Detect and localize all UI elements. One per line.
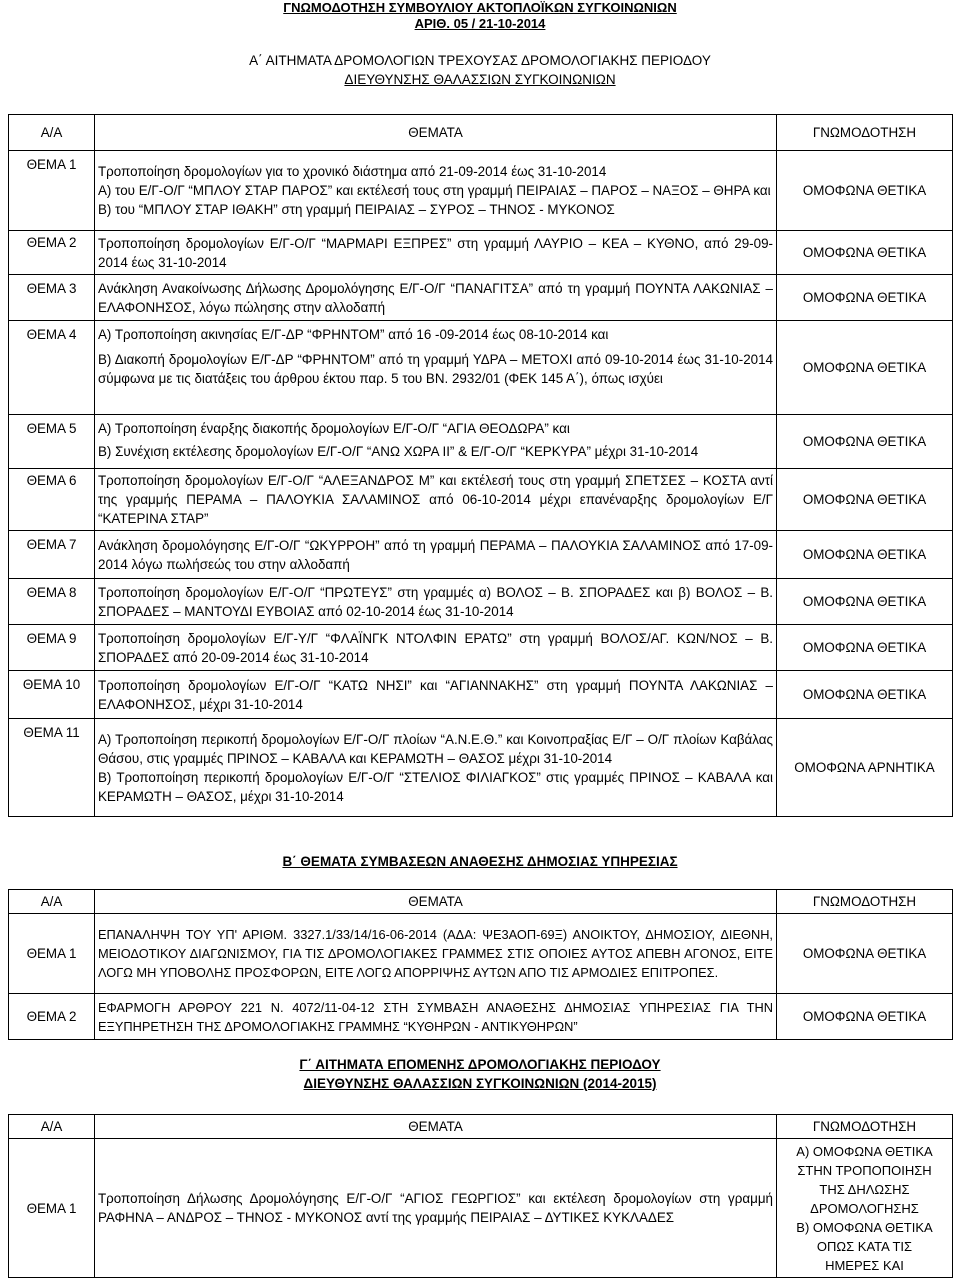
column-header-aa: Α/Α bbox=[9, 115, 95, 151]
item-number: ΘΕΜΑ 2 bbox=[9, 231, 95, 275]
item-number: ΘΕΜΑ 1 bbox=[9, 1139, 95, 1278]
item-opinion: Α) ΟΜΟΦΩΝΑ ΘΕΤΙΚΑ ΣΤΗΝ ΤΡΟΠΟΠΟΙΗΣΗ ΤΗΣ ΔΗΛΩΣΗΣ ΔΡΟΜΟΛΟΓΗΣΗΣ Β) ΟΜΟΦΩΝΑ ΘΕΤΙΚΑ ΟΠΩΣ ΚΑΤΑ ΤΙΣ ΗΜΕΡΕΣ ΚΑΙ bbox=[777, 1139, 953, 1278]
item-subject: Τροποποίηση δρομολογίων για το χρονικό διάστημα από 21-09-2014 έως 31-10-2014 Α) του Ε/Γ-Ο/Γ “ΜΠΛΟΥ ΣΤΑΡ ΠΑΡΟΣ” και εκτέλεσή τους στη γραμμή ΠΕΙΡΑΙΑΣ – ΠΑΡΟΣ – ΝΑΞΟΣ – ΘΗΡΑ και Β) του “ΜΠΛΟΥ ΣΤΑΡ ΙΘΑΚΗ” στη γραμμή ΠΕΙΡΑΙΑΣ – ΣΥΡΟΣ – ΤΗΝΟΣ - ΜΥΚΟΝΟΣ bbox=[95, 151, 777, 231]
section-a-table bbox=[8, 114, 953, 817]
item-opinion: ΟΜΟΦΩΝΑ ΘΕΤΙΚΑ bbox=[777, 579, 953, 625]
item-subject: Ανάκληση Ανακοίνωσης Δήλωσης Δρομολόγησης Ε/Γ-Ο/Γ “ΠΑΝΑΓΙΤΣΑ” από τη γραμμή ΠΟΥΝΤΑ ΛΑΚΩΝΙΑΣ – ΕΛΑΦΟΝΗΣΟΣ, λόγω πώλησης στην αλλοδαπή bbox=[95, 275, 777, 321]
table-header-row bbox=[9, 115, 953, 151]
item-subject: Τροποποίηση δρομολογίων Ε/Γ-Υ/Γ “ΦΛΑΪΝΓΚ ΝΤΟΛΦΙΝ ΕΡΑΤΩ” στη γραμμή ΒΟΛΟΣ/ΑΓ. ΚΩΝ/ΝΟΣ – Β. ΣΠΟΡΑΔΕΣ από 20-09-2014 έως 31-10-2014 bbox=[95, 625, 777, 671]
column-header-aa: Α/Α bbox=[9, 890, 95, 914]
decision-number: ΑΡΙΘ. 05 / 21-10-2014 bbox=[414, 16, 546, 31]
table-row bbox=[9, 231, 953, 275]
item-opinion: ΟΜΟΦΩΝΑ ΘΕΤΙΚΑ bbox=[777, 231, 953, 275]
item-subject: Τροποποίηση δρομολογίων Ε/Γ-Ο/Γ “ΑΛΕΞΑΝΔΡΟΣ Μ” και εκτέλεσή τους στη γραμμή ΣΠΕΤΣΕΣ – ΚΟΣΤΑ αντί της γραμμής ΠΕΡΑΜΑ – ΠΑΛΟΥΚΙΑ ΣΑΛΑΜΙΝΟΣ από 06-10-2014 μέχρι επανέναρξης δρομολογίων Ε/Γ “ΚΑΤΕΡΙΝΑ ΣΤΑΡ” bbox=[95, 469, 777, 531]
table-row bbox=[9, 415, 953, 469]
item-subject: Α) Τροποποίηση περικοπή δρομολογίων Ε/Γ-Ο/Γ πλοίων “Α.Ν.Ε.Θ.” και Κοινοπραξίας Ε/Γ – Ο/Γ πλοίων Καβάλας Θάσου, στις γραμμές ΠΡΙΝΟΣ – ΚΑΒΑΛΑ και ΚΕΡΑΜΩΤΗ – ΘΑΣΟΣ μέχρι 31-10-2014 Β) Τροποποίηση περικοπή δρομολογίων Ε/Γ-Ο/Γ “ΣΤΕΛΙΟΣ ΦΙΛΙΑΓΚΟΣ” στις γραμμές ΠΡΙΝΟΣ – ΚΑΒΑΛΑ και ΚΕΡΑΜΩΤΗ – ΘΑΣΟΣ, μέχρι 31-10-2014 bbox=[95, 719, 777, 817]
table-row bbox=[9, 671, 953, 719]
item-opinion: ΟΜΟΦΩΝΑ ΘΕΤΙΚΑ bbox=[777, 275, 953, 321]
section-b-title: Β΄ ΘΕΜΑΤΑ ΣΥΜΒΑΣΕΩΝ ΑΝΑΘΕΣΗΣ ΔΗΜΟΣΙΑΣ ΥΠΗΡΕΣΙΑΣ bbox=[282, 854, 678, 869]
item-opinion: ΟΜΟΦΩΝΑ ΘΕΤΙΚΑ bbox=[777, 625, 953, 671]
item-subject: Α) Τροποποίηση ακινησίας Ε/Γ-ΔΡ “ΦΡΗΝΤΟΜ” από 16 -09-2014 έως 08-10-2014 και Β) Διακοπή δρομολογίων Ε/Γ-ΔΡ “ΦΡΗΝΤΟΜ” από τη γραμμή ΥΔΡΑ – ΜΕΤΟΧΙ από 09-10-2014 έως 31-10-2014 σύμφωνα με τις διατάξεις του άρθρου έκτου παρ. 5 του ΒΝ. 2932/01 (ΦΕΚ 145 Α΄), όπως ισχύει bbox=[95, 321, 777, 415]
table-row bbox=[9, 531, 953, 579]
item-subject: Τροποποίηση Δήλωσης Δρομολόγησης Ε/Γ-Ο/Γ “ΑΓΙΟΣ ΓΕΩΡΓΙΟΣ” και εκτέλεση δρομολογίων στη γραμμή ΡΑΦΗΝΑ – ΑΝΔΡΟΣ – ΤΗΝΟΣ - ΜΥΚΟΝΟΣ αντί της γραμμής ΠΕΙΡΑΙΑΣ – ΔΥΤΙΚΕΣ ΚΥΚΛΑΔΕΣ bbox=[95, 1139, 777, 1278]
item-number: ΘΕΜΑ 5 bbox=[9, 415, 95, 469]
item-subject: Ανάκληση δρομολόγησης Ε/Γ-Ο/Γ “ΩΚΥΡΡΟΗ” από τη γραμμή ΠΕΡΑΜΑ – ΠΑΛΟΥΚΙΑ ΣΑΛΑΜΙΝΟΣ από 17-09-2014 λόγω πωλήσεώς του στην αλλοδαπή bbox=[95, 531, 777, 579]
item-subject: ΕΠΑΝΑΛΗΨΗ ΤΟΥ ΥΠ' ΑΡΙΘΜ. 3327.1/33/14/16-06-2014 (ΑΔΑ: ΨΕ3ΑΟΠ-69Ξ) ΑΝΟΙΚΤΟΥ, ΔΗΜΟΣΙΟΥ, ΔΙΕΘΝΗ, ΜΕΙΟΔΟΤΙΚΟΥ ΔΙΑΓΩΝΙΣΜΟΥ, ΓΙΑ ΤΙΣ ΔΡΟΜΟΛΟΓΙΑΚΕΣ ΓΡΑΜΜΕΣ ΣΤΙΣ ΟΠΟΙΕΣ ΑΥΤΟΣ ΑΠΕΒΗ ΑΓΟΝΟΣ, ΕΙΤΕ ΛΟΓΩ ΜΗ ΥΠΟΒΟΛΗΣ ΠΡΟΣΦΟΡΩΝ, ΕΙΤΕ ΛΟΓΩ ΑΠΟΡΡΙΨΗΣ ΑΥΤΩΝ ΑΠΟ ΤΙΣ ΑΡΜΟΔΙΕΣ ΕΠΙΤΡΟΠΕΣ. bbox=[95, 914, 777, 994]
table-row bbox=[9, 1139, 953, 1278]
item-number: ΘΕΜΑ 1 bbox=[9, 914, 95, 994]
item-subject: Α) Τροποποίηση έναρξης διακοπής δρομολογίων Ε/Γ-Ο/Γ “ΑΓΙΑ ΘΕΟΔΩΡΑ” και Β) Συνέχιση εκτέλεσης δρομολογίων Ε/Γ-Ο/Γ “ΑΝΩ ΧΩΡΑ ΙΙ” & Ε/Γ-Ο/Γ “ΚΕΡΚΥΡΑ” μέχρι 31-10-2014 bbox=[95, 415, 777, 469]
table-row bbox=[9, 625, 953, 671]
item-opinion: ΟΜΟΦΩΝΑ ΘΕΤΙΚΑ bbox=[777, 469, 953, 531]
item-opinion: ΟΜΟΦΩΝΑ ΘΕΤΙΚΑ bbox=[777, 671, 953, 719]
table-row bbox=[9, 275, 953, 321]
table-row bbox=[9, 469, 953, 531]
item-opinion: ΟΜΟΦΩΝΑ ΘΕΤΙΚΑ bbox=[777, 994, 953, 1040]
item-number: ΘΕΜΑ 1 bbox=[9, 151, 95, 231]
section-c-table bbox=[8, 1114, 953, 1278]
table-row bbox=[9, 914, 953, 994]
item-number: ΘΕΜΑ 7 bbox=[9, 531, 95, 579]
section-a-title: Α΄ ΑΙΤΗΜΑΤΑ ΔΡΟΜΟΛΟΓΙΩΝ ΤΡΕΧΟΥΣΑΣ ΔΡΟΜΟΛΟΓΙΑΚΗΣ ΠΕΡΙΟΔΟΥ ΔΙΕΥΘΥΝΣΗΣ ΘΑΛΑΣΣΙΩΝ ΣΥΓΚΟΙΝΩΝΙΩΝ bbox=[249, 53, 711, 87]
item-opinion: ΟΜΟΦΩΝΑ ΘΕΤΙΚΑ bbox=[777, 321, 953, 415]
column-header-opinion: ΓΝΩΜΟΔΟΤΗΣΗ bbox=[777, 115, 953, 151]
table-header-row bbox=[9, 1115, 953, 1139]
column-header-opinion: ΓΝΩΜΟΔΟΤΗΣΗ bbox=[777, 890, 953, 914]
item-number: ΘΕΜΑ 4 bbox=[9, 321, 95, 415]
council-title: ΓΝΩΜΟΔΟΤΗΣΗ ΣΥΜΒΟΥΛΙΟΥ ΑΚΤΟΠΛΟΪΚΩΝ ΣΥΓΚΟΙΝΩΝΙΩΝ bbox=[283, 0, 677, 15]
table-header-row bbox=[9, 890, 953, 914]
item-subject: Τροποποίηση δρομολογίων Ε/Γ-Ο/Γ “ΚΑΤΩ ΝΗΣΙ” και “ΑΓΙΑΝΝΑΚΗΣ” στη γραμμή ΠΟΥΝΤΑ ΛΑΚΩΝΙΑΣ – ΕΛΑΦΟΝΗΣΟΣ, μέχρι 31-10-2014 bbox=[95, 671, 777, 719]
item-subject: Τροποποίηση δρομολογίων Ε/Γ-Ο/Γ “ΜΑΡΜΑΡΙ ΕΞΠΡΕΣ” στη γραμμή ΛΑΥΡΙΟ – ΚΕΑ – ΚΥΘΝΟ, από 29-09-2014 έως 31-10-2014 bbox=[95, 231, 777, 275]
table-row bbox=[9, 994, 953, 1040]
column-header-subject: ΘΕΜΑΤΑ bbox=[95, 1115, 777, 1139]
column-header-opinion: ΓΝΩΜΟΔΟΤΗΣΗ bbox=[777, 1115, 953, 1139]
item-number: ΘΕΜΑ 6 bbox=[9, 469, 95, 531]
table-row bbox=[9, 321, 953, 415]
item-opinion: ΟΜΟΦΩΝΑ ΘΕΤΙΚΑ bbox=[777, 531, 953, 579]
item-opinion: ΟΜΟΦΩΝΑ ΘΕΤΙΚΑ bbox=[777, 914, 953, 994]
item-subject: ΕΦΑΡΜΟΓΗ ΑΡΘΡΟΥ 221 Ν. 4072/11-04-12 ΣΤΗ ΣΥΜΒΑΣΗ ΑΝΑΘΕΣΗΣ ΔΗΜΟΣΙΑΣ ΥΠΗΡΕΣΙΑΣ ΓΙΑ ΤΗΝ ΕΞΥΠΗΡΕΤΗΣΗ ΤΗΣ ΔΡΟΜΟΛΟΓΙΑΚΗΣ ΓΡΑΜΜΗΣ “ΚΥΘΗΡΩΝ - ΑΝΤΙΚΥΘΗΡΩΝ” bbox=[95, 994, 777, 1040]
item-number: ΘΕΜΑ 10 bbox=[9, 671, 95, 719]
item-opinion: ΟΜΟΦΩΝΑ ΘΕΤΙΚΑ bbox=[777, 415, 953, 469]
item-number: ΘΕΜΑ 11 bbox=[9, 719, 95, 817]
item-number: ΘΕΜΑ 2 bbox=[9, 994, 95, 1040]
column-header-subject: ΘΕΜΑΤΑ bbox=[95, 115, 777, 151]
item-number: ΘΕΜΑ 8 bbox=[9, 579, 95, 625]
table-row bbox=[9, 719, 953, 817]
table-row bbox=[9, 579, 953, 625]
item-opinion: ΟΜΟΦΩΝΑ ΘΕΤΙΚΑ bbox=[777, 151, 953, 231]
column-header-subject: ΘΕΜΑΤΑ bbox=[95, 890, 777, 914]
table-row bbox=[9, 151, 953, 231]
item-number: ΘΕΜΑ 3 bbox=[9, 275, 95, 321]
item-number: ΘΕΜΑ 9 bbox=[9, 625, 95, 671]
item-opinion: ΟΜΟΦΩΝΑ ΑΡΝΗΤΙΚΑ bbox=[777, 719, 953, 817]
item-subject: Τροποποίηση δρομολογίων Ε/Γ-Ο/Γ “ΠΡΩΤΕΥΣ” στη γραμμές α) ΒΟΛΟΣ – Β. ΣΠΟΡΑΔΕΣ και β) ΒΟΛΟΣ – Β. ΣΠΟΡΑΔΕΣ – ΜΑΝΤΟΥΔΙ ΕΥΒΟΙΑΣ από 02-10-2014 έως 31-10-2014 bbox=[95, 579, 777, 625]
section-b-table bbox=[8, 889, 953, 1040]
column-header-aa: Α/Α bbox=[9, 1115, 95, 1139]
section-c-title: Γ΄ ΑΙΤΗΜΑΤΑ ΕΠΟΜΕΝΗΣ ΔΡΟΜΟΛΟΓΙΑΚΗΣ ΠΕΡΙΟΔΟΥ ΔΙΕΥΘΥΝΣΗΣ ΘΑΛΑΣΣΙΩΝ ΣΥΓΚΟΙΝΩΝΙΩΝ (2014-2015) bbox=[299, 1057, 661, 1091]
